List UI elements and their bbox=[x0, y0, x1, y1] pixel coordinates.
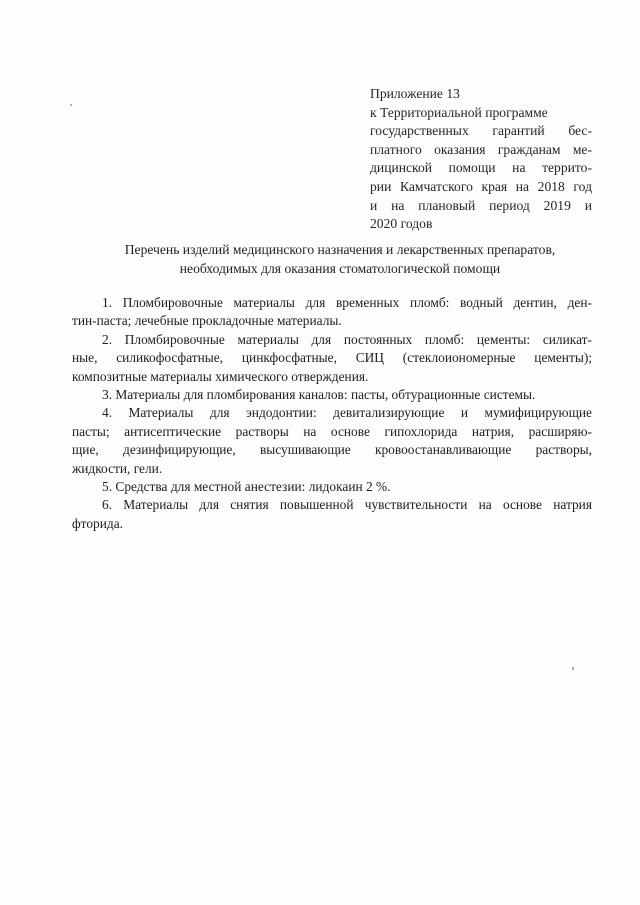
item-line: тин-паста; лечебные прокладочные материалы. bbox=[72, 313, 342, 329]
item-line: пасты; антисептические растворы на основе гипохлорида натрия, расширяю- bbox=[72, 423, 592, 439]
list-item bbox=[72, 331, 592, 386]
scan-speck bbox=[70, 104, 72, 106]
item-line: жидкости, гели. bbox=[72, 460, 163, 476]
title-line-1: Перечень изделий медицинского назначения и лекарственных препаратов, bbox=[124, 242, 556, 257]
appendix-line: рии Камчатского края на 2018 год bbox=[370, 178, 592, 194]
appendix-line: государственных гарантий бес- bbox=[370, 123, 592, 139]
item-line: композитные материалы химического отверждения. bbox=[72, 368, 369, 384]
item-line: 5. Средства для местной анестезии: лидокаин 2 %. bbox=[102, 479, 391, 495]
item-line: 2. Пломбировочные материалы для постоянных пломб: цементы: силикат- bbox=[102, 331, 592, 347]
item-line: ные, силикофосфатные, цинкфосфатные, СИЦ (стеклоиономерные цементы); bbox=[72, 350, 592, 366]
appendix-line: платного оказания гражданам ме- bbox=[370, 141, 592, 157]
title-line-2: необходимых для оказания стоматологической помощи bbox=[179, 260, 501, 276]
list-item bbox=[72, 386, 592, 404]
appendix-line: к Территориальной программе bbox=[370, 104, 548, 120]
appendix-line: 2020 годов bbox=[370, 216, 433, 232]
list-item bbox=[72, 404, 592, 478]
item-line: 3. Материалы для пломбирования каналов: пасты, обтурационные системы. bbox=[102, 387, 536, 403]
appendix-line: дицинской помощи на террито- bbox=[370, 160, 592, 176]
item-line: 1. Пломбировочные материалы для временных пломб: водный дентин, ден- bbox=[102, 295, 592, 310]
item-line: 4. Материалы для эндодонтии: девитализирующие и мумифицирующие bbox=[102, 405, 592, 421]
appendix-block bbox=[370, 85, 592, 234]
appendix-line: и на плановый период 2019 и bbox=[370, 197, 592, 213]
list-item bbox=[72, 294, 592, 331]
scan-speck bbox=[572, 667, 574, 670]
list-item bbox=[72, 478, 592, 496]
item-line: щие, дезинфицирующие, высушивающие кровоостанавливающие растворы, bbox=[72, 442, 592, 458]
document-title bbox=[60, 241, 620, 278]
item-line: 6. Материалы для снятия повышенной чувствительности на основе натрия bbox=[102, 497, 592, 513]
list-item bbox=[72, 496, 592, 533]
items-list bbox=[72, 294, 592, 533]
item-line: фторида. bbox=[72, 515, 124, 531]
appendix-line: Приложение 13 bbox=[370, 86, 460, 101]
